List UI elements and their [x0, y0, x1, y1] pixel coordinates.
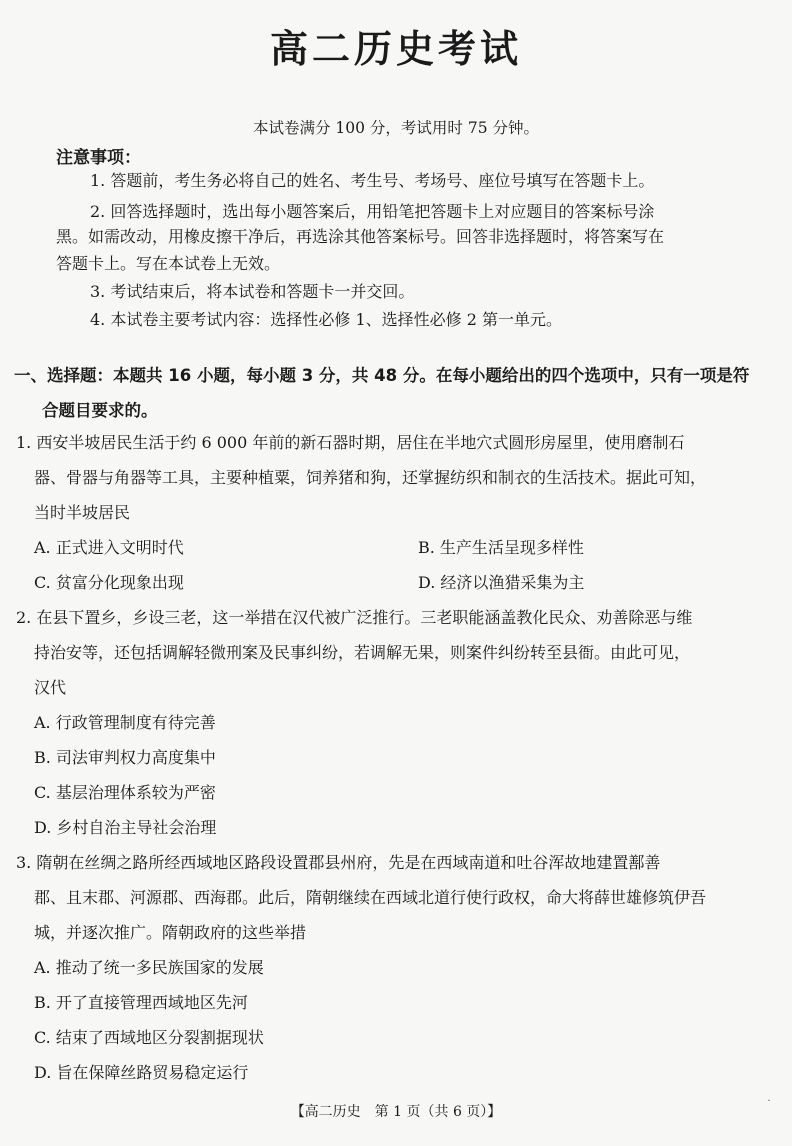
- question-2-option-b: B. 司法审判权力高度集中: [34, 748, 216, 767]
- question-1-option-a: A. 正式进入文明时代: [34, 538, 184, 557]
- question-3-stem-line-3: 城，并逐次推广。隋朝政府的这些举措: [34, 923, 307, 942]
- question-1-option-d: D. 经济以渔猎采集为主: [418, 573, 585, 592]
- notice-item-2-line-1: 2. 回答选择题时，选出每小题答案后，用铅笔把答题卡上对应题目的答案标号涂: [90, 202, 655, 221]
- question-3-option-b: B. 开了直接管理西域地区先河: [34, 993, 248, 1012]
- question-1-stem-line-1: 1. 西安半坡居民生活于约 6 000 年前的新石器时期，居住在半地穴式圆形房屋里，使用磨制石: [16, 433, 685, 452]
- notice-item-4: 4. 本试卷主要考试内容：选择性必修 1、选择性必修 2 第一单元。: [90, 310, 562, 329]
- question-2-option-d: D. 乡村自治主导社会治理: [34, 818, 217, 837]
- notice-heading: 注意事项：: [56, 148, 141, 168]
- notice-item-2-line-2: 黑。如需改动，用橡皮擦干净后，再选涂其他答案标号。回答非选择题时，将答案写在: [56, 227, 665, 246]
- question-1-option-c: C. 贫富分化现象出现: [34, 573, 184, 592]
- question-2-stem-line-2: 持治安等，还包括调解轻微刑案及民事纠纷，若调解无果，则案件纠纷转至县衙。由此可见，: [34, 643, 691, 662]
- question-1-option-b: B. 生产生活呈现多样性: [418, 538, 584, 557]
- notice-item-3: 3. 考试结束后，将本试卷和答题卡一并交回。: [90, 282, 415, 301]
- question-3-option-c: C. 结束了西域地区分裂割据现状: [34, 1028, 264, 1047]
- question-3-option-a: A. 推动了统一多民族国家的发展: [34, 958, 264, 977]
- question-3-option-d: D. 旨在保障丝路贸易稳定运行: [34, 1063, 249, 1082]
- question-2-stem-line-3: 汉代: [34, 678, 67, 697]
- question-3-stem-line-2: 郡、且末郡、河源郡、西海郡。此后，隋朝继续在西域北道行使行政权，命大将薛世雄修筑伊吾: [34, 888, 707, 907]
- page-footer: 【高二历史 第 1 页（共 6 页）】: [290, 1104, 502, 1120]
- question-2-stem-line-1: 2. 在县下置乡，乡设三老，这一举措在汉代被广泛推行。三老职能涵盖教化民众、劝善除恶与维: [16, 608, 693, 627]
- question-3-stem-line-1: 3. 隋朝在丝绸之路所经西域地区路段设置郡县州府，先是在西域南道和吐谷浑故地建置鄯善: [16, 853, 661, 872]
- question-2-option-a: A. 行政管理制度有待完善: [34, 713, 216, 732]
- question-2-option-c: C. 基层治理体系较为严密: [34, 783, 216, 802]
- exam-score-time-note: 本试卷满分 100 分，考试用时 75 分钟。: [252, 119, 540, 137]
- question-1-stem-line-3: 当时半坡居民: [34, 503, 131, 522]
- notice-item-1: 1. 答题前，考生务必将自己的姓名、考生号、考场号、座位号填写在答题卡上。: [90, 171, 655, 190]
- notice-item-2-line-3: 答题卡上。写在本试卷上无效。: [56, 254, 281, 273]
- question-1-stem-line-2: 器、骨器与角器等工具，主要种植粟，饲养猪和狗，还掌握纺织和制衣的生活技术。据此可知，: [34, 468, 707, 487]
- footer-mark: ˙: [766, 1098, 772, 1112]
- section-heading-line-1: 一、选择题：本题共 16 小题，每小题 3 分，共 48 分。在每小题给出的四个选项中，只有一项是符: [14, 366, 750, 385]
- section-heading-line-2: 合题目要求的。: [42, 401, 158, 420]
- page-title: 高二历史考试: [269, 27, 522, 71]
